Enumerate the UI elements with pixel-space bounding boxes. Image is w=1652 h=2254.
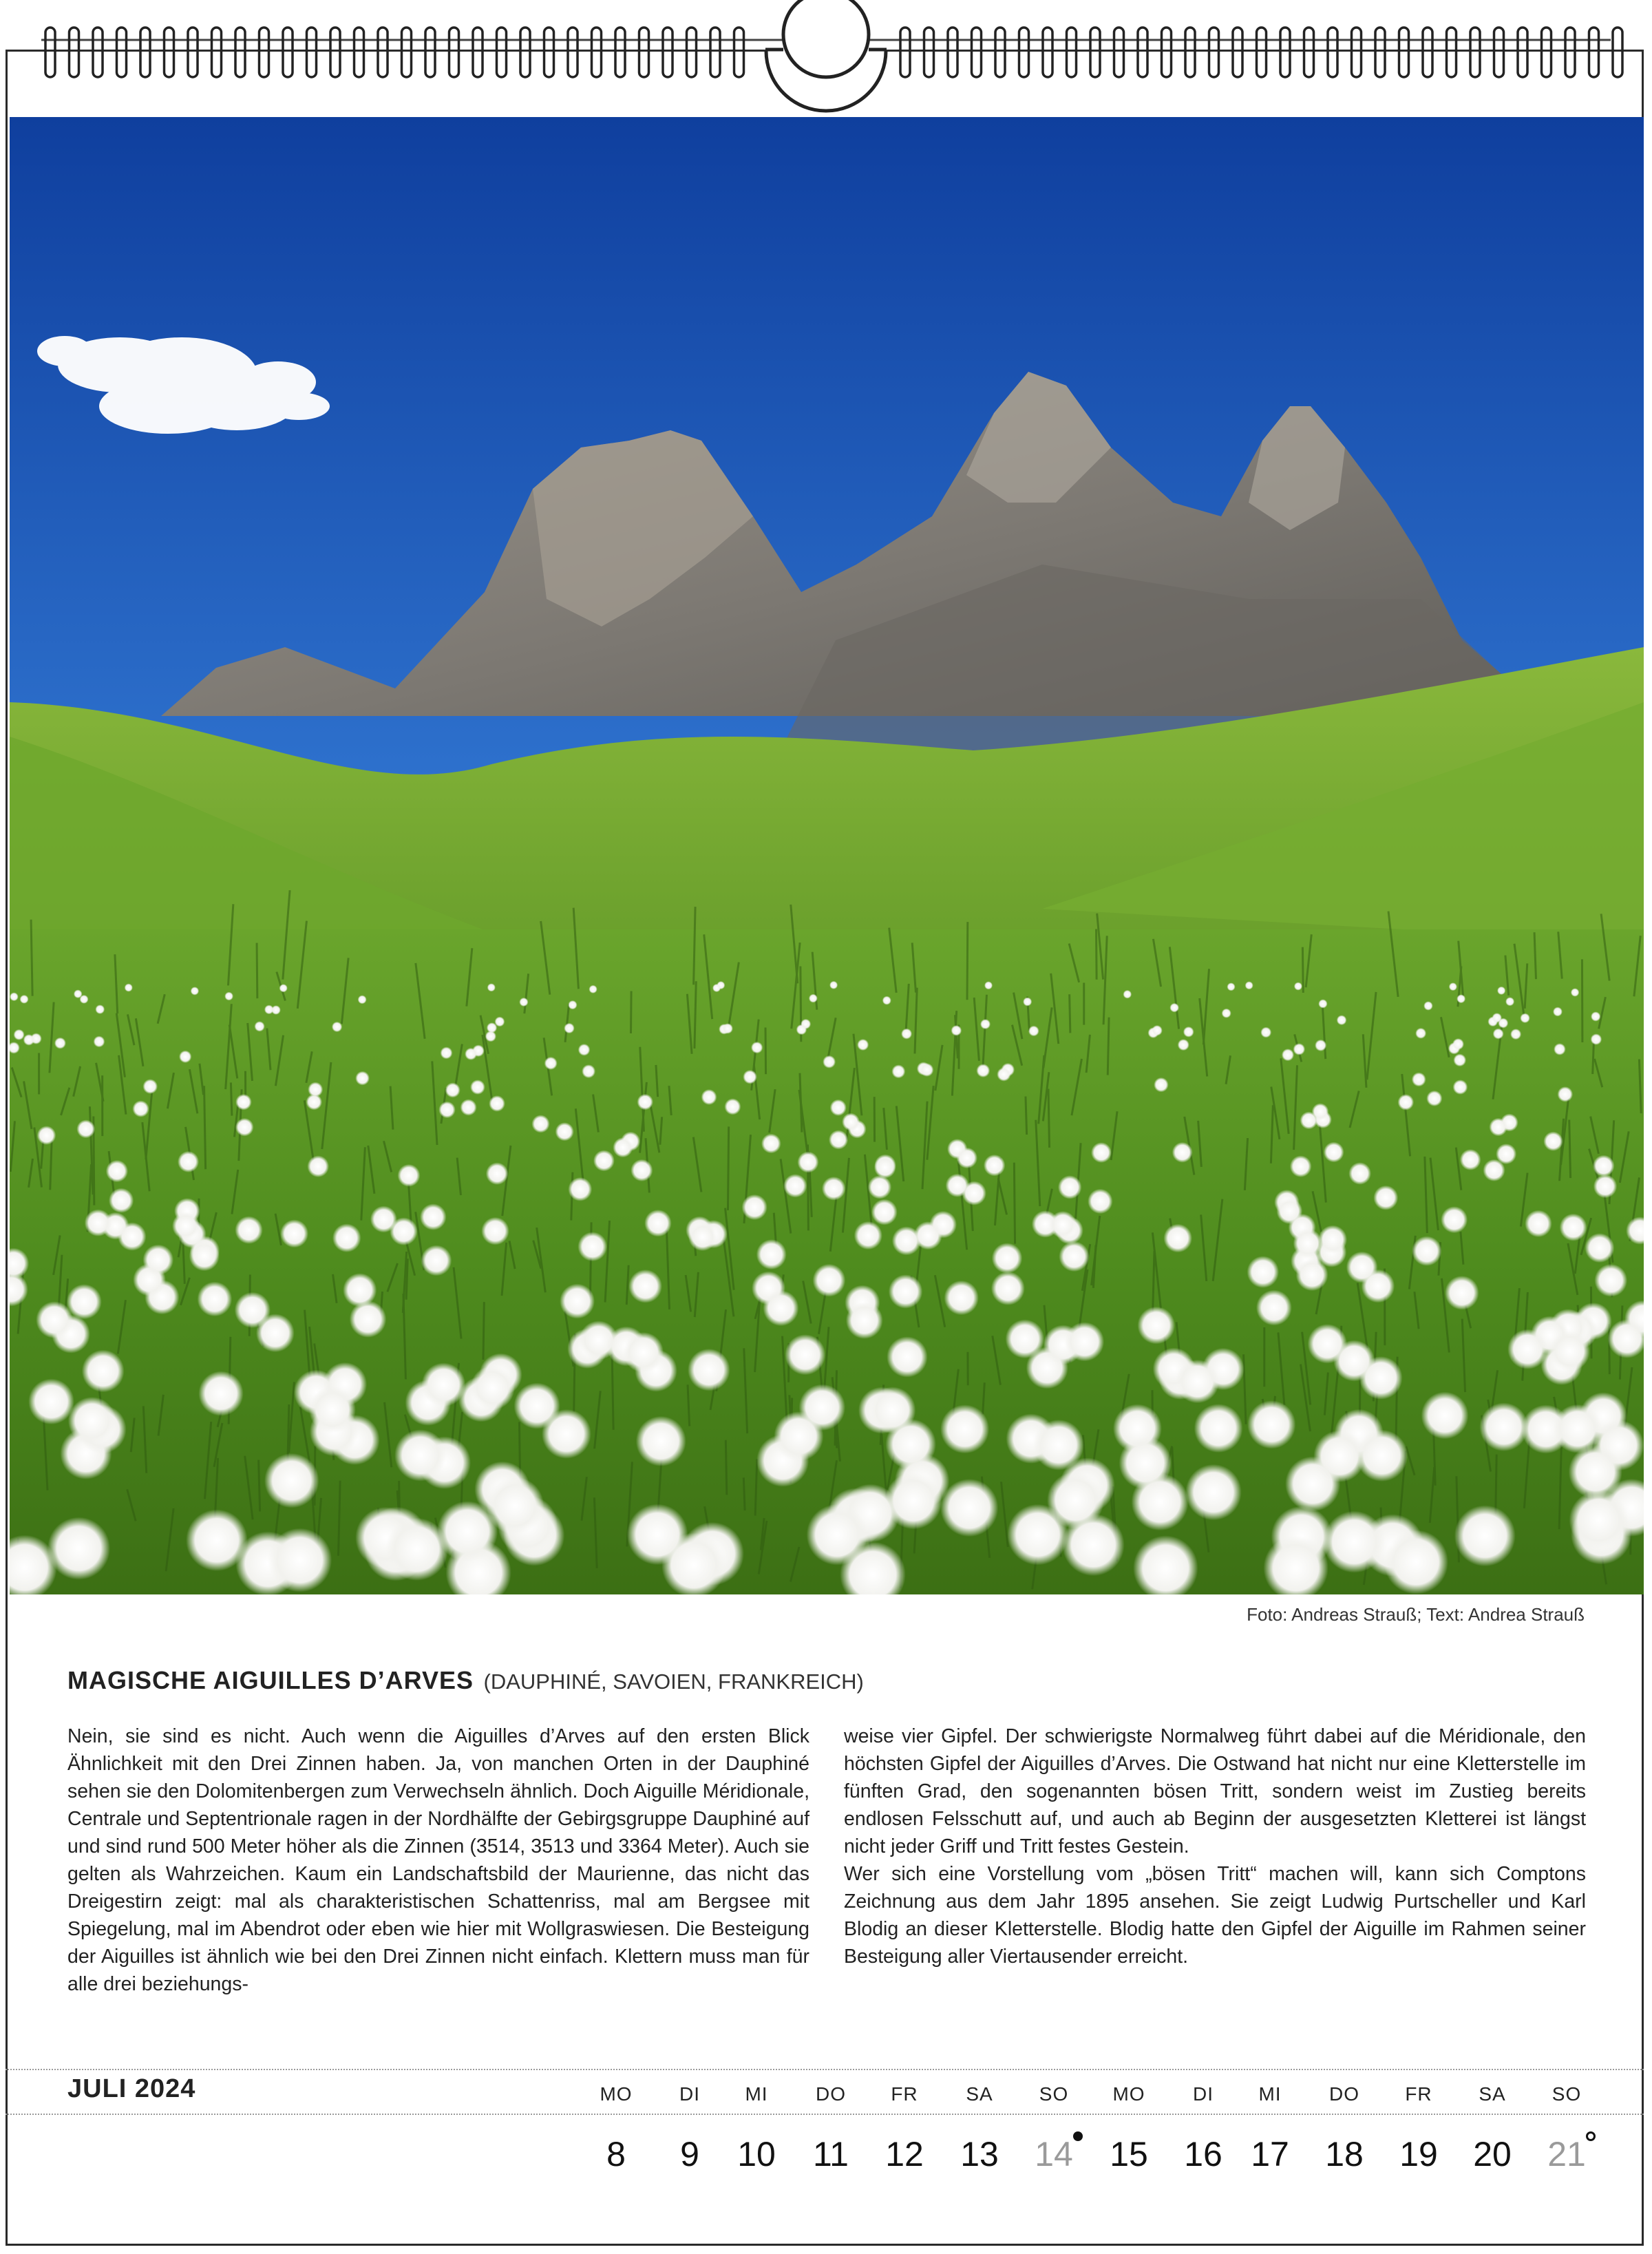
weekday-label: DI bbox=[1193, 2083, 1214, 2105]
weekday-label: FR bbox=[1405, 2083, 1432, 2105]
day-date: 20 bbox=[1473, 2135, 1512, 2173]
weekday-label: MO bbox=[1112, 2083, 1145, 2105]
weekday-label: SA bbox=[1479, 2083, 1506, 2105]
paragraph: Wer sich eine Vorstellung vom „bösen Tritt“ machen will, kann sich Comptons Zeichnung aus dem Jahr 1895 ansehen. Sie zeigt Ludwig Purtscheller und Karl Blodig an dieser Kletterstelle. Blodig hatte den Gipfel der Aiguille im Rahmen seiner Besteigung aller Viertausender erreicht. bbox=[844, 1863, 1586, 1968]
new-moon-icon bbox=[1586, 2131, 1596, 2141]
day-date: 12 bbox=[885, 2135, 924, 2173]
title-location: (DAUPHINÉ, SAVOIEN, FRANKREICH) bbox=[483, 1670, 864, 1694]
text-column-left bbox=[67, 1723, 809, 1998]
sunday-date: 21 bbox=[1547, 2135, 1586, 2173]
weekday-label: MO bbox=[600, 2083, 633, 2105]
day-date: 17 bbox=[1251, 2135, 1289, 2173]
weekday-label: DO bbox=[816, 2083, 846, 2105]
day-date: 18 bbox=[1325, 2135, 1364, 2173]
weekday-label: DO bbox=[1329, 2083, 1359, 2105]
wire-binding bbox=[0, 0, 1652, 124]
day-date: 10 bbox=[737, 2135, 776, 2173]
paragraph: weise vier Gipfel. Der schwierigste Normalweg führt dabei auf die Méridionale, den höchsten Gipfel der Aiguilles d’Arves. Die Ostwand hat nicht nur eine Kletterstelle im fünften Grad, den sogenannten bösen Tritt, sondern weist im Zustieg bereits endlosen Felsschutt auf, und auch ab Beginn der ausgesetzten Kletterei ist längst nicht jeder Griff und Tritt festes Gestein. bbox=[844, 1725, 1586, 1857]
paragraph: Nein, sie sind es nicht. Auch wenn die Aiguilles d’Arves auf den ersten Blick Ähnlichkeit mit den Drei Zinnen haben. Ja, von manchen Orten in der Dauphiné sehen sie den Dolomitenbergen zum Verwechseln ähnlich. Doch Aiguille Méridionale, Centrale und Septentrionale ragen in der Nordhälfte der Gebirgsgruppe Dauphiné auf und sind rund 500 Meter höher als die Zinnen (3514, 3513 und 3364 Meter). Auch sie gelten als Wahrzeichen. Kaum ein Landschaftsbild der Maurienne, das nicht das Dreigestirn zeigt: mal als charakteristischen Schattenriss, mal am Bergsee mit Spiegelung, mal im Abendrot oder eben wie hier mit Wollgraswiesen. Die Besteigung der Aiguilles ist ähnlich wie bei den Drei Zinnen nicht einfach. Klettern muss man für alle drei beziehungs- bbox=[67, 1725, 809, 1995]
weekday-label: MI bbox=[745, 2083, 768, 2105]
weekday-label: SO bbox=[1552, 2083, 1582, 2105]
divider bbox=[6, 2114, 1644, 2115]
day-date: 8 bbox=[606, 2135, 626, 2173]
mountain-meadow-photo bbox=[10, 117, 1644, 1594]
photo-credit: Foto: Andreas Strauß; Text: Andrea Strauß bbox=[1247, 1604, 1585, 1625]
weekday-label: DI bbox=[679, 2083, 700, 2105]
full-moon-icon bbox=[1073, 2131, 1083, 2141]
divider bbox=[6, 2069, 1644, 2070]
article-title bbox=[67, 1666, 864, 1695]
day-date: 9 bbox=[680, 2135, 699, 2173]
text-column-right bbox=[844, 1723, 1586, 1970]
weekday-label: SO bbox=[1039, 2083, 1069, 2105]
title-main: MAGISCHE AIGUILLES D’ARVES bbox=[67, 1666, 474, 1694]
day-date: 16 bbox=[1184, 2135, 1222, 2173]
month-label: JULI 2024 bbox=[67, 2074, 196, 2103]
weekday-label: FR bbox=[891, 2083, 918, 2105]
day-date: 15 bbox=[1110, 2135, 1148, 2173]
day-date: 11 bbox=[813, 2135, 849, 2173]
weekday-label: MI bbox=[1258, 2083, 1282, 2105]
weekday-label: SA bbox=[966, 2083, 993, 2105]
day-date: 19 bbox=[1399, 2135, 1438, 2173]
day-date: 13 bbox=[960, 2135, 999, 2173]
sunday-date: 14 bbox=[1035, 2135, 1073, 2173]
